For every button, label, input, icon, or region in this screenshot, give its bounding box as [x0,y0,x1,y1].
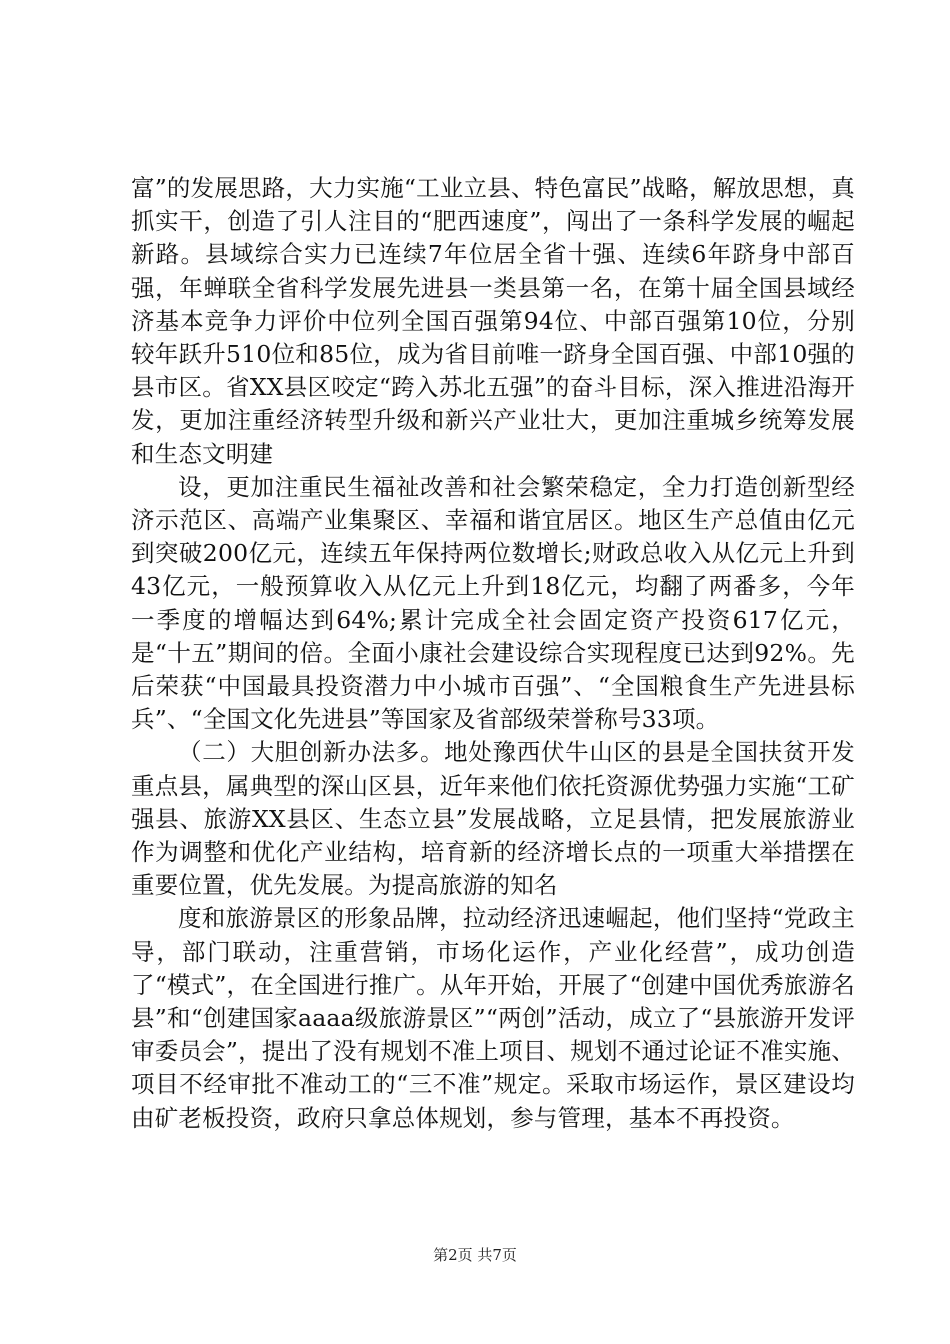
paragraph-1: 富”的发展思路，大力实施“工业立县、特色富民”战略，解放思想，真抓实干，创造了引人注目的“肥西速度”，闯出了一条科学发展的崛起新路。县域综合实力已连续7年位居全省十强、连续6年跻身中部百强，年蝉联全省科学发展先进县一类县第一名，在第十届全国县域经济基本竞争力评价中位列全国百强第94位、中部百强第10位，分别较年跃升510位和85位，成为省目前唯一跻身全国百强、中部10强的县市区。省XX县区咬定“跨入苏北五强”的奋斗目标，深入推进沿海开发，更加注重经济转型升级和新兴产业壮大，更加注重城乡统筹发展和生态文明建 [131,174,855,468]
paragraph-4: 度和旅游景区的形象品牌，拉动经济迅速崛起，他们坚持“党政主导，部门联动，注重营销，市场化运作，产业化经营”，成功创造了“模式”，在全国进行推广。从年开始，开展了“创建中国优秀旅游名县”和“创建国家aaaa级旅游景区”“两创”活动，成立了“县旅游开发评审委员会”，提出了没有规划不准上项目、规划不通过论证不准实施、项目不经审批不准动工的“三不准”规定。采取市场运作，景区建设均由矿老板投资，政府只拿总体规划，参与管理，基本不再投资。 [131,904,855,1132]
paragraph-2: 设，更加注重民生福祉改善和社会繁荣稳定，全力打造创新型经济示范区、高端产业集聚区、幸福和谐宜居区。地区生产总值由亿元到突破200亿元，连续五年保持两位数增长;财政总收入从亿元上升到43亿元，一般预算收入从亿元上升到18亿元，均翻了两番多，今年一季度的增幅达到64%;累计完成全社会固定资产投资617亿元，是“十五”期间的倍。全面小康社会建设综合实现程度已达到92%。先后荣获“中国最具投资潜力中小城市百强”、“全国粮食生产先进县标兵”、“全国文化先进县”等国家及省部级荣誉称号33项。 [131,472,855,734]
page-number-footer: 第2页 共7页 [433,1246,517,1264]
document-body [131,172,855,1135]
paragraph-3: （二）大胆创新办法多。地处豫西伏牛山区的县是全国扶贫开发重点县，属典型的深山区县，近年来他们依托资源优势强力实施“工矿强县、旅游XX县区、生态立县”发展战略，立足县情，把发展旅游业作为调整和优化产业结构，培育新的经济增长点的一项重大举措摆在重要位置，优先发展。为提高旅游的知名 [131,738,855,900]
